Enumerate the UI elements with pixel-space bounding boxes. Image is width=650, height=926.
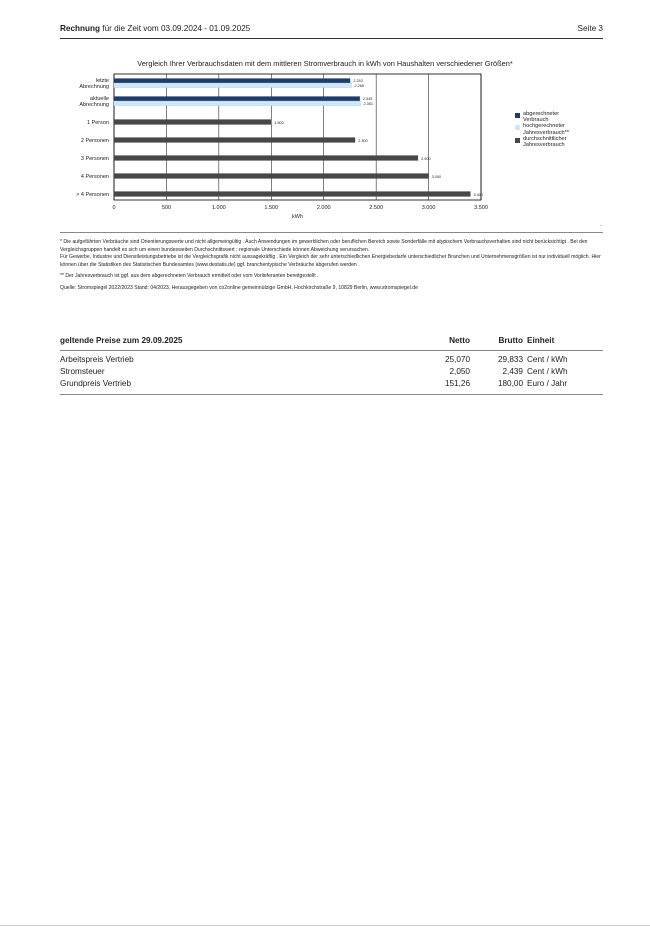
x-tick-label: 1.000 <box>211 205 226 211</box>
category-label: > 4 Personen <box>76 192 109 198</box>
data-label: 3.400 <box>473 192 484 197</box>
side-mark: - <box>600 223 602 229</box>
legend-item-projected: hochgerechneter Jahresverbrauch** <box>515 123 581 135</box>
footnote-business: Für Gewerbe, Industrie und Dienstleistungsbetriebe ist die Vergleichsgrafik nicht aussagekräftig . Ein Vergleich der sehr unterschiedlichen Energiebedarfe unterschiedlicher Branchen und Unternehmensgrößen ist nur individuell möglich. Hier können über die Statistiken des Statistischen Bundesamtes (www.destatis.de) ggf. branchentypische Verbräuche abgerufen werden . <box>60 254 601 268</box>
data-label: 2.265 <box>354 83 365 88</box>
legend-swatch <box>515 125 520 130</box>
legend-item-billed: abgerechneter Verbrauch <box>515 111 581 123</box>
price-row: Grundpreis Vertrieb 151,26 180,00 Euro / Jahr <box>60 379 568 388</box>
x-tick-label: 1.500 <box>264 205 279 211</box>
data-label: 2.253 <box>353 79 363 84</box>
category-label: letzte <box>95 78 109 84</box>
bar <box>114 173 429 178</box>
footnote-source: Quelle: Stromspiegel 2022/2023 Stand: 04/2023, Herausgegeben von co2online gemeinnützige GmbH, Hochkirchstraße 9, 10829 Berlin, www.stromspiegel.de <box>60 284 418 291</box>
x-tick-label: 2.000 <box>316 205 331 211</box>
data-label: 2.300 <box>358 138 368 143</box>
legend-swatch <box>515 113 520 118</box>
plot-frame <box>114 74 481 200</box>
chart-title: Vergleich Ihrer Verbrauchsdaten mit dem mittleren Stromverbrauch in kWh von Haushalten verschiedener Größen* <box>137 59 513 68</box>
footnote-orientation: * Die aufgeführten Verbräuche sind Orientierungswerte und nicht allgemeingültig . Auch Anwendungen im gewerblichen oder beruflichen Bereich sowie Sonderfälle mit atypischem Verbrauchsverhalten sind nicht berücksichtigt . Bei den Vergleichsgruppen handelt es sich um einen bundesweiten Durchschnittswert ; regionale Unterschiede können Abweichung verursachen. <box>60 239 588 253</box>
price-row: Arbeitspreis Vertrieb 25,070 29,833 Cent / kWh <box>60 355 568 364</box>
x-tick-label: 2.500 <box>369 205 384 211</box>
bar <box>114 137 355 142</box>
x-axis-label: kWh <box>292 214 303 220</box>
page-number: Seite 3 <box>577 24 603 33</box>
category-label: 1 Person <box>86 120 109 126</box>
chart-legend <box>515 111 581 148</box>
bar <box>114 155 418 160</box>
bar <box>114 78 350 83</box>
category-label: 2 Personen <box>80 138 109 144</box>
legend-swatch <box>515 138 520 143</box>
x-tick-label: 500 <box>161 205 172 211</box>
bar <box>114 191 471 196</box>
price-table <box>60 336 603 395</box>
footnote-annual: ** Der Jahresverbrauch ist ggf. aus dem abgerechneten Verbrauch ermittelt oder vom Vorlieferanten bereitgestellt . <box>60 273 319 280</box>
data-label: 2.351 <box>363 101 374 106</box>
legend-item-average: durchschnittlicher Jahresverbrauch <box>515 136 581 148</box>
category-label: 4 Personen <box>80 174 109 180</box>
bar <box>114 101 361 106</box>
data-label: 2.345 <box>362 97 373 102</box>
x-tick-label: 0 <box>112 205 116 211</box>
data-label: 2.900 <box>421 156 431 161</box>
bar <box>114 96 360 101</box>
footnotes <box>60 239 605 293</box>
bar <box>114 83 352 88</box>
x-tick-label: 3.000 <box>421 205 436 211</box>
bar <box>114 119 271 124</box>
category-label: Abrechnung <box>79 102 109 108</box>
data-label: 3.000 <box>431 174 442 179</box>
price-table-header: geltende Preise zum 29.09.2025 Netto Brutto Einheit <box>60 336 603 351</box>
divider <box>60 394 603 395</box>
category-label: aktuelle <box>90 96 109 102</box>
data-label: 1.500 <box>274 120 284 125</box>
x-tick-label: 3.500 <box>474 205 488 211</box>
price-row: Stromsteuer 2,050 2,439 Cent / kWh <box>60 367 568 376</box>
category-label: Abrechnung <box>79 84 109 90</box>
category-label: 3 Personen <box>80 156 109 162</box>
invoice-period: Rechnung für die Zeit vom 03.09.2024 - 01.09.2025 <box>60 24 251 33</box>
divider <box>60 232 603 233</box>
